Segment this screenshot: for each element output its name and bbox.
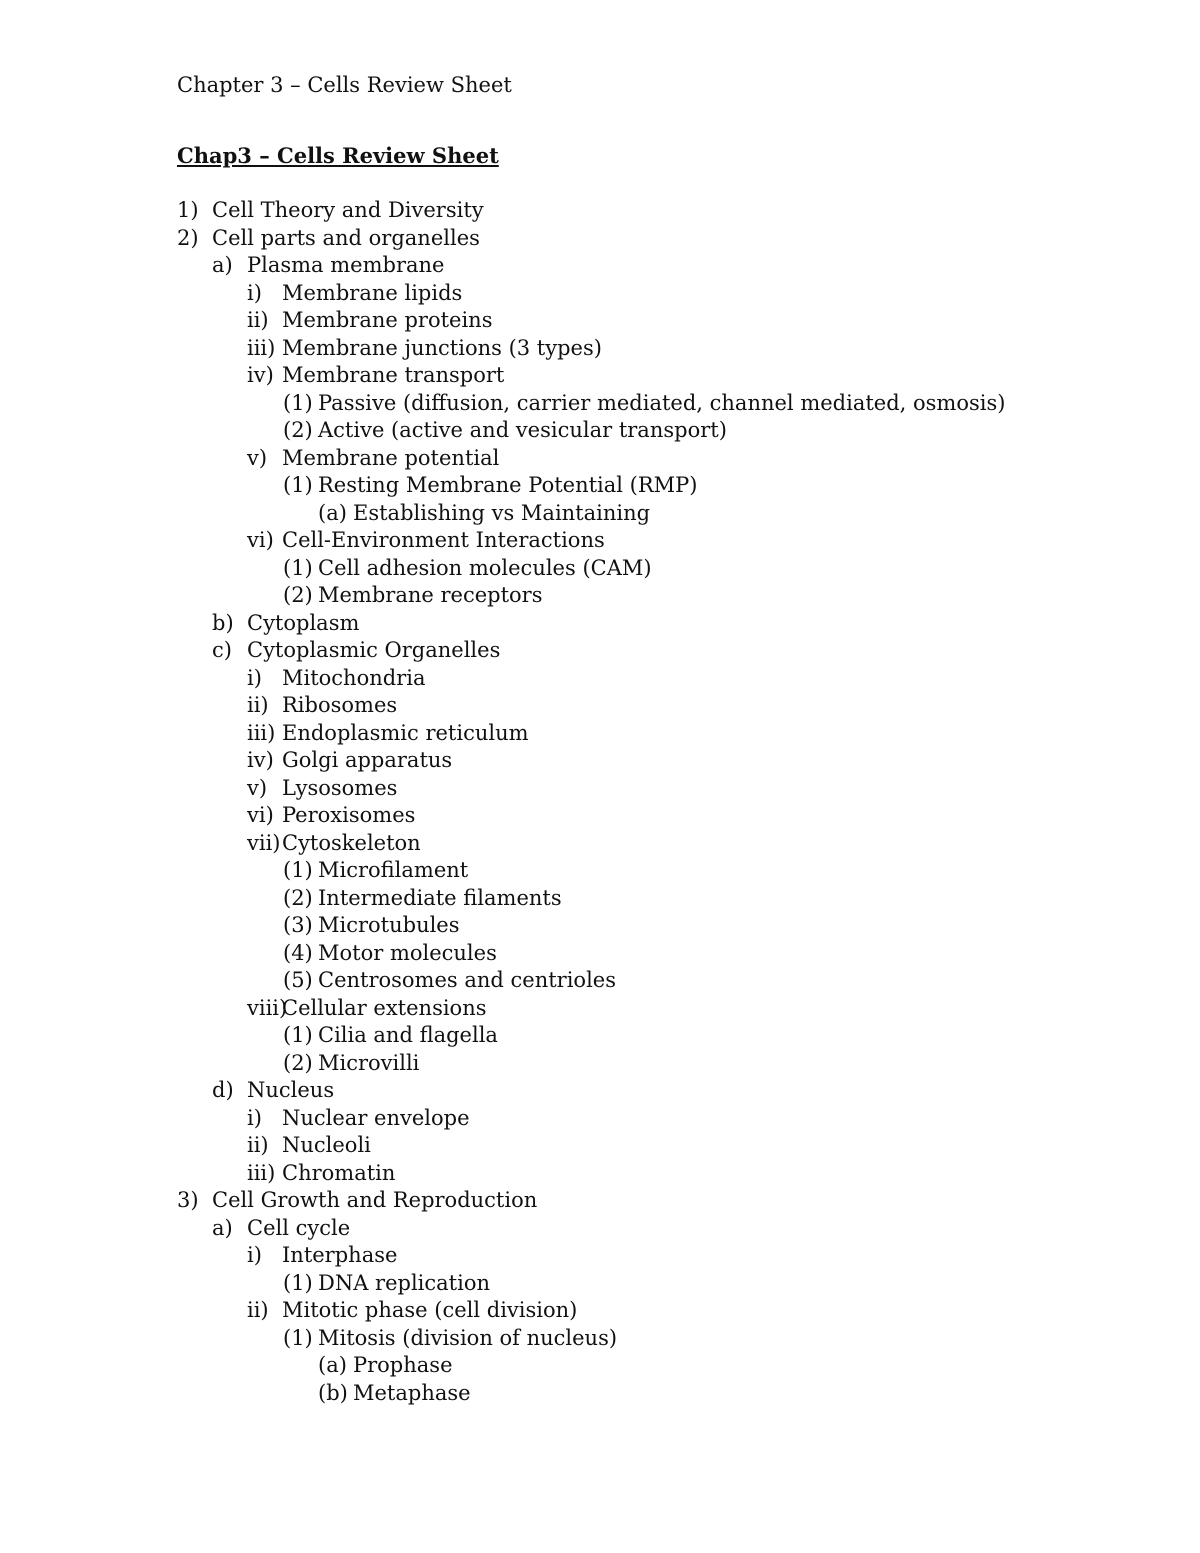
outline-item-marker: (1) bbox=[283, 1325, 313, 1350]
outline-item-text: Ribosomes bbox=[282, 693, 398, 717]
outline-item-text: Nuclear envelope bbox=[282, 1105, 470, 1130]
outline-item-marker: (1) bbox=[283, 390, 313, 415]
outline-item-text: Nucleoli bbox=[282, 1133, 371, 1157]
outline-item-marker: i) bbox=[247, 1105, 262, 1130]
outline-item-marker: (1) bbox=[283, 858, 313, 882]
outline-item-marker: 3) bbox=[177, 1188, 199, 1212]
outline-item bbox=[0, 1270, 1200, 1298]
outline-item-text: Cellular extensions bbox=[282, 995, 487, 1020]
outline-item-marker: (2) bbox=[283, 885, 313, 910]
outline-item-marker: a) bbox=[212, 253, 233, 277]
outline-item-text: Chromatin bbox=[282, 1160, 396, 1185]
outline-item bbox=[0, 720, 1200, 748]
outline-item-marker: ii) bbox=[247, 1298, 269, 1322]
outline-item-marker: iii) bbox=[247, 335, 276, 360]
outline-item-marker: c) bbox=[212, 638, 232, 662]
outline-item-text: Passive (diffusion, carrier mediated, channel mediated, osmosis) bbox=[318, 390, 1006, 415]
outline-item-marker: (3) bbox=[283, 913, 313, 937]
outline-item bbox=[0, 1325, 1200, 1353]
outline-item bbox=[0, 307, 1200, 335]
outline-item bbox=[0, 775, 1200, 803]
outline-item bbox=[0, 417, 1200, 445]
outline-item-marker: (2) bbox=[283, 418, 313, 442]
outline-item bbox=[0, 555, 1200, 583]
outline-item bbox=[0, 1242, 1200, 1270]
outline-item bbox=[0, 1215, 1200, 1243]
outline-item bbox=[0, 197, 1200, 225]
outline-item-marker: 1) bbox=[177, 198, 199, 222]
outline-item-marker: iv) bbox=[247, 748, 274, 772]
outline-item bbox=[0, 995, 1200, 1023]
outline-item-marker: (2) bbox=[283, 583, 313, 607]
outline-item-text: Active (active and vesicular transport) bbox=[318, 418, 727, 442]
outline-item-marker: (2) bbox=[283, 1050, 313, 1075]
outline-item-marker: vi) bbox=[247, 803, 274, 827]
outline-item-text: Prophase bbox=[353, 1353, 453, 1377]
outline-item bbox=[0, 637, 1200, 665]
outline-item-text: Membrane junctions (3 types) bbox=[282, 335, 602, 360]
outline-item-text: Nucleus bbox=[247, 1078, 335, 1102]
outline-item-marker: 2) bbox=[177, 225, 199, 250]
outline-item bbox=[0, 390, 1200, 418]
outline-item-text: Endoplasmic reticulum bbox=[282, 720, 529, 745]
outline-item-marker: ii) bbox=[247, 308, 269, 332]
outline-item-marker: b) bbox=[212, 610, 234, 635]
outline-item bbox=[0, 747, 1200, 775]
outline-item-text: Cell parts and organelles bbox=[212, 225, 480, 250]
outline-item-text: Membrane lipids bbox=[282, 280, 463, 305]
outline-item-text: Cell-Environment Interactions bbox=[282, 528, 605, 552]
outline-item-text: DNA replication bbox=[318, 1270, 490, 1295]
outline-item-text: Microvilli bbox=[318, 1050, 420, 1075]
outline-item-text: Resting Membrane Potential (RMP) bbox=[318, 473, 698, 497]
outline-item-marker: iii) bbox=[247, 1160, 276, 1185]
page-header: Chapter 3 – Cells Review Sheet bbox=[177, 73, 512, 97]
outline-item bbox=[0, 692, 1200, 720]
outline-item-marker: i) bbox=[247, 280, 262, 305]
outline-item-marker: iii) bbox=[247, 720, 276, 745]
outline-item bbox=[0, 1050, 1200, 1078]
outline-item-marker: d) bbox=[212, 1078, 234, 1102]
outline-item-text: Plasma membrane bbox=[247, 253, 445, 277]
outline-item-text: Mitotic phase (cell division) bbox=[282, 1298, 578, 1322]
outline-item-marker: ii) bbox=[247, 693, 269, 717]
outline-item bbox=[0, 1022, 1200, 1050]
outline-item-marker: i) bbox=[247, 1243, 262, 1267]
outline-item-marker: (1) bbox=[283, 473, 313, 497]
outline-item bbox=[0, 912, 1200, 940]
outline-item-marker: (5) bbox=[283, 968, 313, 992]
outline-item-text: Cytoplasmic Organelles bbox=[247, 638, 501, 662]
outline-item-marker: (1) bbox=[283, 1023, 313, 1047]
outline-item-marker: (1) bbox=[283, 1270, 313, 1295]
outline-item bbox=[0, 1077, 1200, 1105]
outline-item-text: Centrosomes and centrioles bbox=[318, 968, 616, 992]
outline-item bbox=[0, 940, 1200, 968]
outline-item bbox=[0, 500, 1200, 528]
outline-item-text: Cell Theory and Diversity bbox=[212, 198, 484, 222]
outline-item-text: Membrane transport bbox=[282, 363, 505, 387]
outline-item bbox=[0, 967, 1200, 995]
outline-item-marker: vii) bbox=[247, 830, 281, 855]
outline-item bbox=[0, 1105, 1200, 1133]
outline-item bbox=[0, 225, 1200, 253]
outline-item-text: Motor molecules bbox=[318, 940, 497, 965]
outline-item bbox=[0, 610, 1200, 638]
outline-item-text: Cytoplasm bbox=[247, 610, 360, 635]
outline-item-marker: v) bbox=[247, 445, 268, 470]
outline-item-marker: viii) bbox=[247, 995, 288, 1020]
outline-item-text: Membrane proteins bbox=[282, 308, 493, 332]
outline-item-text: Mitochondria bbox=[282, 665, 426, 690]
outline-item-text: Metaphase bbox=[353, 1380, 471, 1405]
outline-item bbox=[0, 857, 1200, 885]
outline-item-text: Microfilament bbox=[318, 858, 469, 882]
review-outline bbox=[0, 197, 1200, 1407]
outline-item bbox=[0, 472, 1200, 500]
outline-item-text: Cilia and flagella bbox=[318, 1023, 498, 1047]
outline-item bbox=[0, 582, 1200, 610]
outline-item-marker: (a) bbox=[318, 1353, 347, 1377]
outline-item bbox=[0, 1132, 1200, 1160]
outline-item-text: Cell Growth and Reproduction bbox=[212, 1188, 538, 1212]
outline-item-marker: a) bbox=[212, 1215, 233, 1240]
outline-item bbox=[0, 802, 1200, 830]
outline-item-text: Intermediate filaments bbox=[318, 885, 562, 910]
outline-item-marker: v) bbox=[247, 775, 268, 800]
outline-item-text: Lysosomes bbox=[282, 775, 398, 800]
outline-item bbox=[0, 527, 1200, 555]
outline-item bbox=[0, 445, 1200, 473]
outline-item-text: Membrane potential bbox=[282, 445, 500, 470]
outline-item-marker: (4) bbox=[283, 940, 313, 965]
outline-item bbox=[0, 1380, 1200, 1408]
outline-item-marker: (1) bbox=[283, 555, 313, 580]
outline-item bbox=[0, 362, 1200, 390]
outline-item bbox=[0, 1187, 1200, 1215]
outline-item-marker: (a) bbox=[318, 500, 347, 525]
outline-item bbox=[0, 335, 1200, 363]
outline-item-marker: ii) bbox=[247, 1133, 269, 1157]
outline-item-marker: (b) bbox=[318, 1380, 348, 1405]
outline-item bbox=[0, 1352, 1200, 1380]
outline-item-text: Cell adhesion molecules (CAM) bbox=[318, 555, 652, 580]
outline-item-marker: vi) bbox=[247, 528, 274, 552]
outline-item bbox=[0, 665, 1200, 693]
outline-item bbox=[0, 252, 1200, 280]
outline-item-marker: iv) bbox=[247, 363, 274, 387]
outline-item bbox=[0, 830, 1200, 858]
outline-item-text: Cell cycle bbox=[247, 1215, 351, 1240]
outline-item-marker: i) bbox=[247, 665, 262, 690]
outline-item-text: Cytoskeleton bbox=[282, 830, 421, 855]
document-title: Chap3 – Cells Review Sheet bbox=[177, 143, 499, 168]
outline-item bbox=[0, 885, 1200, 913]
outline-item-text: Microtubules bbox=[318, 913, 460, 937]
outline-item bbox=[0, 280, 1200, 308]
outline-item bbox=[0, 1297, 1200, 1325]
outline-item-text: Peroxisomes bbox=[282, 803, 416, 827]
outline-item-text: Golgi apparatus bbox=[282, 748, 453, 772]
outline-item-text: Mitosis (division of nucleus) bbox=[318, 1325, 618, 1350]
outline-item-text: Membrane receptors bbox=[318, 583, 543, 607]
outline-item-text: Interphase bbox=[282, 1243, 398, 1267]
outline-item-text: Establishing vs Maintaining bbox=[353, 500, 651, 525]
outline-item bbox=[0, 1160, 1200, 1188]
